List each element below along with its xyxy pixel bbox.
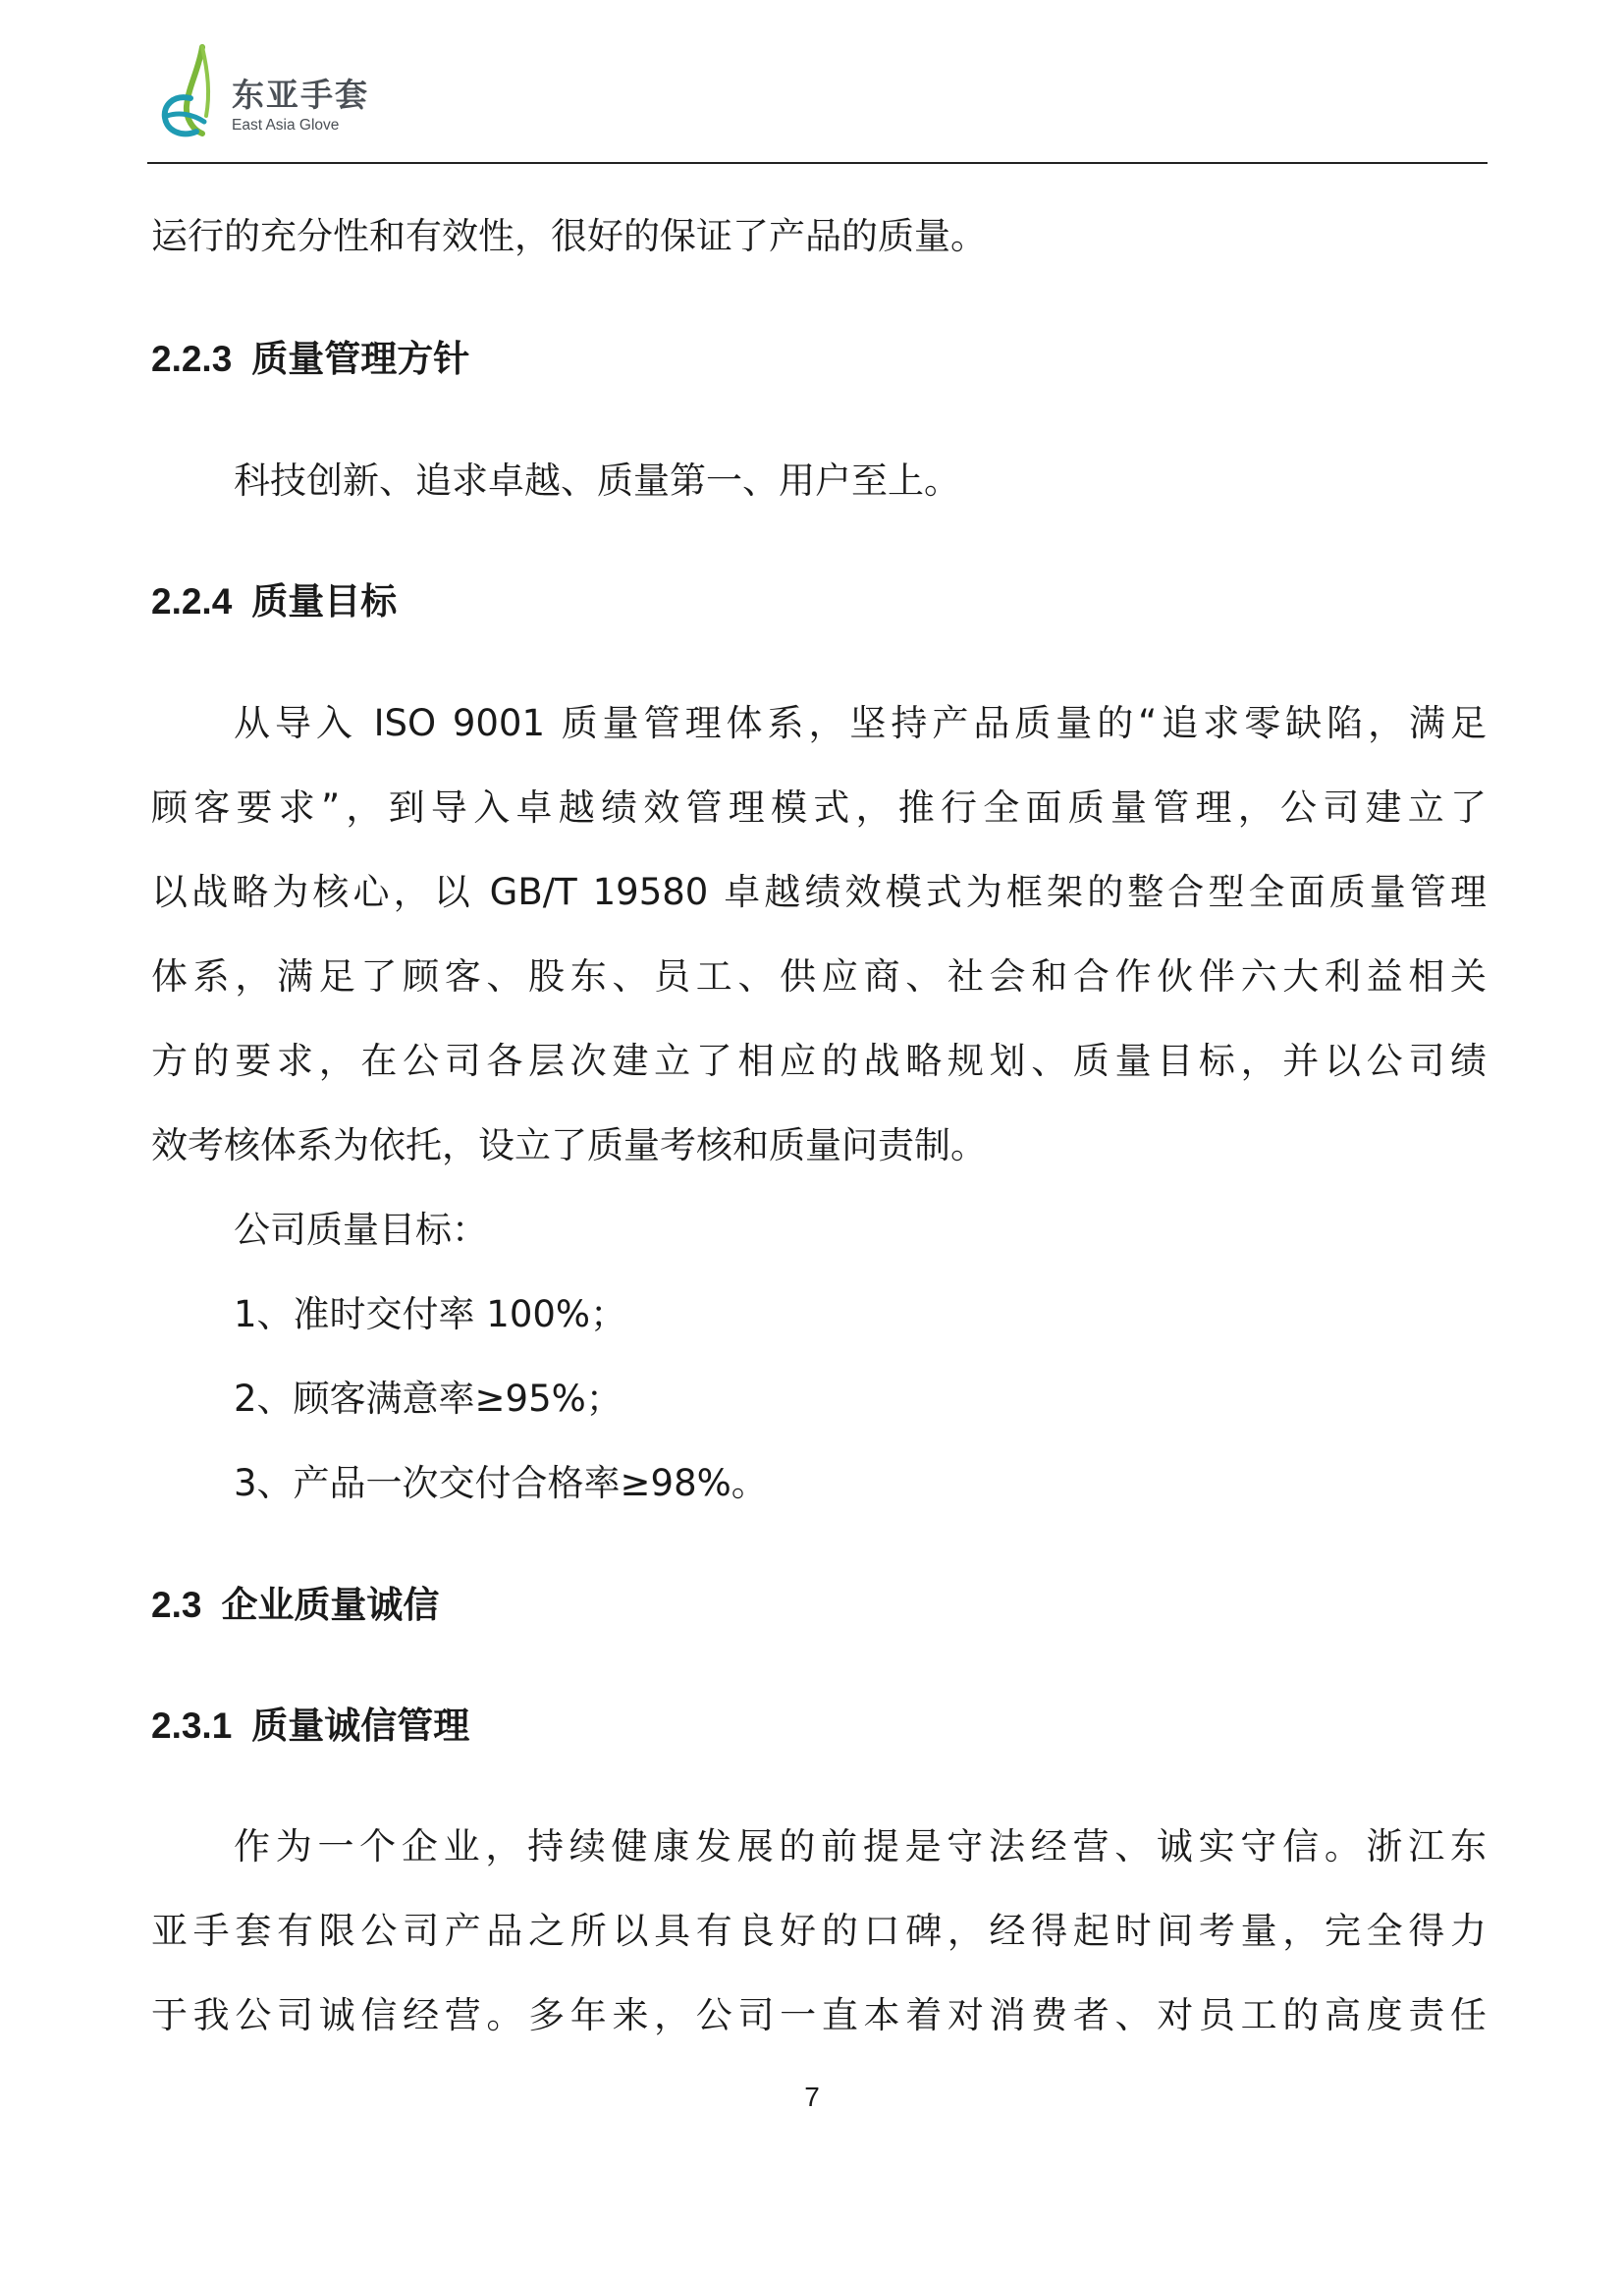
section-title: 质量诚信管理	[251, 1705, 470, 1747]
list-item: 3、产品一次交付合格率≥98%。	[234, 1462, 768, 1504]
section-number: 2.3	[151, 1585, 202, 1625]
paragraph-line: 作为一个企业，持续健康发展的前提是守法经营、诚实守信。浙江东	[234, 1825, 1487, 1868]
section-heading-2-3	[151, 1583, 439, 1628]
section-title: 质量目标	[251, 580, 398, 623]
list-item: 1、准时交付率 100%；	[234, 1293, 627, 1335]
section-heading-2-3-1	[151, 1704, 469, 1749]
quality-goals-label: 公司质量目标：	[234, 1209, 488, 1251]
company-logo-icon	[159, 43, 230, 141]
paragraph-line: 于我公司诚信经营。多年来，公司一直本着对消费者、对员工的高度责任	[151, 1994, 1487, 2036]
list-item: 2、顾客满意率≥95%；	[234, 1378, 623, 1420]
paragraph-line: 从导入 ISO 9001 质量管理体系，坚持产品质量的“追求零缺陷，满足	[234, 702, 1487, 744]
section-number: 2.3.1	[151, 1706, 233, 1746]
page-header	[159, 43, 493, 141]
section-heading-2-2-3	[151, 337, 469, 382]
page-number: 7	[804, 2082, 820, 2112]
section-number: 2.2.3	[151, 339, 233, 379]
logo-chinese-name: 东亚手套	[232, 76, 369, 114]
section-heading-2-2-4	[151, 579, 397, 624]
paragraph-line: 效考核体系为依托，设立了质量考核和质量问责制。	[151, 1124, 987, 1166]
paragraph-line: 顾客要求”，到导入卓越绩效管理模式，推行全面质量管理，公司建立了	[151, 786, 1487, 829]
section-number: 2.2.4	[151, 581, 233, 622]
logo-english-name: East Asia Glove	[232, 117, 340, 134]
section-title: 企业质量诚信	[221, 1584, 440, 1626]
paragraph-line: 体系，满足了顾客、股东、员工、供应商、社会和合作伙伴六大利益相关	[151, 955, 1487, 998]
paragraph-line: 亚手套有限公司产品之所以具有良好的口碑，经得起时间考量，完全得力	[151, 1910, 1487, 1952]
paragraph-intro: 运行的充分性和有效性，很好的保证了产品的质量。	[151, 215, 987, 257]
section-title: 质量管理方针	[251, 338, 470, 380]
paragraph-line: 方的要求，在公司各层次建立了相应的战略规划、质量目标，并以公司绩	[151, 1040, 1487, 1082]
paragraph-quality-policy: 科技创新、追求卓越、质量第一、用户至上。	[234, 460, 960, 502]
paragraph-line: 以战略为核心，以 GB/T 19580 卓越绩效模式为框架的整合型全面质量管理	[151, 871, 1487, 913]
header-divider	[147, 162, 1488, 164]
